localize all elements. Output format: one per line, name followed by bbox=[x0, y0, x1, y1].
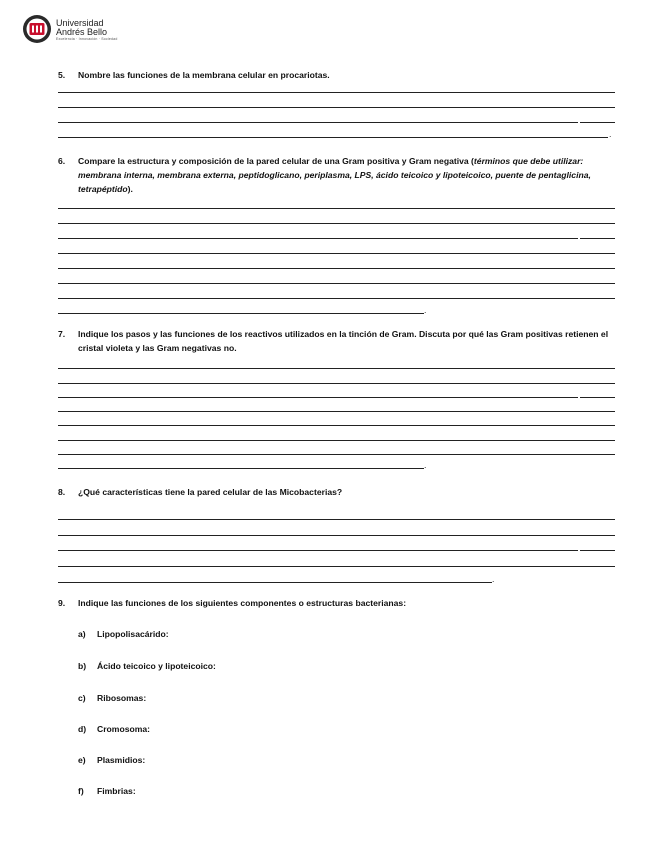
answer-line[interactable] bbox=[58, 397, 578, 398]
sub-item-text: Cromosoma: bbox=[97, 724, 151, 734]
logo-line-2: Andrés Bello bbox=[56, 27, 108, 37]
answer-line[interactable] bbox=[58, 223, 615, 224]
sub-item-letter: a) bbox=[78, 629, 86, 639]
answer-line[interactable] bbox=[58, 425, 615, 426]
question-text: Nombre las funciones de la membrana celular en procariotas. bbox=[78, 70, 330, 80]
logo-line-1: Universidad bbox=[56, 18, 104, 28]
question-text bbox=[78, 154, 616, 196]
question-text-part-c: ). bbox=[127, 184, 133, 194]
question-5 bbox=[58, 68, 616, 82]
answer-line[interactable] bbox=[58, 440, 615, 441]
question-number: 5. bbox=[58, 70, 66, 80]
answer-line[interactable] bbox=[58, 468, 424, 469]
answer-line[interactable] bbox=[58, 582, 492, 583]
question-7 bbox=[58, 327, 616, 355]
answer-line[interactable] bbox=[58, 137, 608, 138]
answer-line[interactable] bbox=[58, 383, 615, 384]
question-number: 6. bbox=[58, 156, 66, 166]
question-number: 8. bbox=[58, 487, 66, 497]
answer-line[interactable] bbox=[58, 535, 615, 536]
answer-line[interactable] bbox=[58, 122, 578, 123]
sub-item-text: Ribosomas: bbox=[97, 693, 147, 703]
answer-line[interactable] bbox=[58, 368, 615, 369]
line-end-mark: . bbox=[424, 305, 427, 315]
answer-line[interactable] bbox=[58, 298, 615, 299]
sub-item-letter: c) bbox=[78, 693, 86, 703]
question-text-part-b: términos que debe utilizar: membrana interna, membrana externa, peptidoglicano, periplasma, LPS, ácido teicoico y lipoteicoico, puente de pentaglicina, tetrapéptido bbox=[78, 156, 591, 194]
line-end-mark: . bbox=[424, 460, 427, 470]
sub-item-d bbox=[78, 723, 150, 735]
answer-line[interactable] bbox=[58, 313, 424, 314]
sub-item-text: Ácido teicoico y lipoteicoico: bbox=[97, 661, 216, 671]
line-end-mark: . bbox=[609, 129, 612, 139]
sub-item-c bbox=[78, 692, 146, 704]
sub-item-letter: f) bbox=[78, 786, 84, 796]
question-number: 9. bbox=[58, 598, 66, 608]
sub-item-text: Lipopolisacárido: bbox=[97, 629, 169, 639]
answer-line[interactable] bbox=[580, 122, 615, 123]
sub-item-letter: d) bbox=[78, 724, 87, 734]
logo-tagline: Excelencia · Innovación · Sociedad bbox=[56, 37, 118, 41]
question-number: 7. bbox=[58, 329, 66, 339]
answer-line[interactable] bbox=[58, 268, 615, 269]
sub-item-e bbox=[78, 754, 145, 766]
university-logo bbox=[22, 14, 132, 48]
question-9 bbox=[58, 596, 616, 610]
sub-item-text: Plasmidios: bbox=[97, 755, 146, 765]
answer-line[interactable] bbox=[580, 550, 615, 551]
university-seal-icon bbox=[22, 14, 52, 44]
answer-line[interactable] bbox=[580, 238, 615, 239]
sub-item-letter: e) bbox=[78, 755, 86, 765]
answer-line[interactable] bbox=[580, 397, 615, 398]
question-text-part-a: Compare la estructura y composición de la pared celular de una Gram positiva y Gram negativa ( bbox=[78, 156, 474, 166]
question-6 bbox=[58, 154, 616, 196]
question-text: Indique los pasos y las funciones de los reactivos utilizados en la tinción de Gram. Discuta por qué las Gram positivas retienen el cristal violeta y las Gram negativas no. bbox=[78, 329, 609, 353]
question-8 bbox=[58, 485, 616, 499]
answer-line[interactable] bbox=[58, 283, 615, 284]
logo-wordmark bbox=[56, 19, 117, 42]
answer-line[interactable] bbox=[58, 566, 615, 567]
sub-item-b bbox=[78, 660, 216, 672]
question-text: Indique las funciones de los siguientes componentes o estructuras bacterianas: bbox=[78, 598, 407, 608]
answer-line[interactable] bbox=[58, 519, 615, 520]
sub-item-letter: b) bbox=[78, 661, 87, 671]
question-text: ¿Qué características tiene la pared celular de las Micobacterias? bbox=[78, 487, 343, 497]
answer-line[interactable] bbox=[58, 454, 615, 455]
answer-line[interactable] bbox=[58, 550, 578, 551]
sub-item-text: Fimbrias: bbox=[97, 786, 136, 796]
answer-line[interactable] bbox=[58, 411, 615, 412]
answer-line[interactable] bbox=[58, 208, 615, 209]
sub-item-a bbox=[78, 628, 169, 640]
answer-line[interactable] bbox=[58, 92, 615, 93]
answer-line[interactable] bbox=[58, 107, 615, 108]
line-end-mark: . bbox=[492, 574, 495, 584]
answer-line[interactable] bbox=[58, 238, 578, 239]
sub-item-f bbox=[78, 785, 136, 797]
answer-line[interactable] bbox=[58, 253, 615, 254]
